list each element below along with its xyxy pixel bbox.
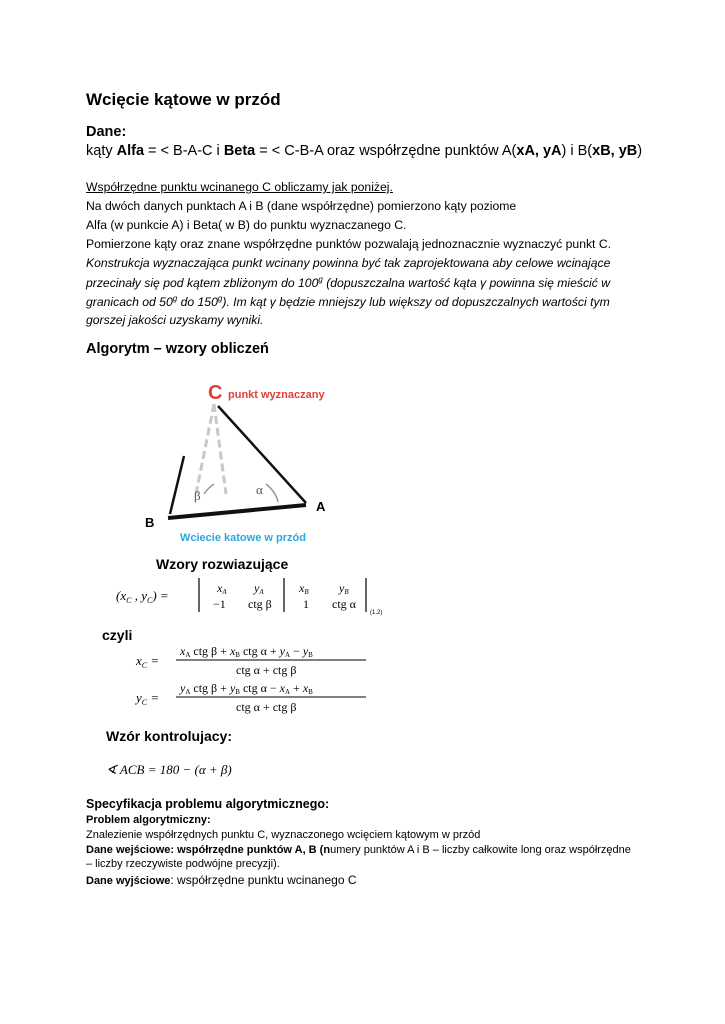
input-line-2: – liczby rzeczywiste podwójne precyzji).: [86, 858, 280, 870]
output-line: Dane wyjściowe: współrzędne punktu wcinanego C: [86, 873, 357, 887]
czyli-label: czyli: [102, 627, 133, 643]
control-heading: Wzór kontrolujacy:: [106, 728, 233, 744]
matrix-one: 1: [303, 597, 309, 611]
matrix-minus-one: −1: [213, 597, 226, 611]
figure-caption: Wciecie katowe w przód: [180, 532, 306, 544]
matrix-xa: xA: [217, 581, 227, 596]
label-a: A: [316, 499, 326, 514]
dashed-line-c-a: [214, 404, 226, 494]
xc-numerator: xA ctg β + xB ctg α + yA − yB: [180, 644, 313, 659]
xc-denominator: ctg α + ctg β: [236, 663, 297, 677]
formulas-heading: Wzory rozwiazujące: [156, 556, 289, 572]
label-b: B: [145, 515, 155, 530]
para-line-4: Pomierzone kąty oraz znane współrzędne punktów pozwalają jednoznacznie wyznaczyć punkt C.: [86, 237, 612, 251]
base-line-b-a: [168, 505, 306, 518]
para-line-2: Na dwóch danych punktach A i B (dane współrzędne) pomierzono kąty poziome: [86, 199, 517, 213]
matrix-ya: yA: [254, 581, 264, 596]
beta-arc: [204, 484, 214, 494]
xc-lhs: $x_C$ =: [136, 653, 160, 670]
dane-line: kąty Alfa = < B-A-C i Beta = < C-B-A oraz współrzędne punktów A(xA, yA) i B(xB, yB): [86, 143, 643, 159]
italic-line-2: przecinały się pod kątem zbliżonym do 100$^g$ (dopuszczalna wartość kąta γ powinna się mieścić w: [86, 275, 611, 291]
problem-text: Znalezienie współrzędnych punktu C, wyznaczonego wcięciem kątowym w przód: [86, 829, 481, 841]
control-formula: ∢ ACB = 180 − (α + β): [106, 762, 232, 777]
page-title: Wcięcie kątowe w przód: [86, 90, 281, 109]
label-c-caption: punkt wyznaczany: [228, 389, 325, 401]
matrix-xb: xB: [299, 581, 309, 596]
input-line: Dane wejściowe: współrzędne punktów A, B (numery punktów A i B – liczby całkowite long oraz współrzędne: [86, 844, 631, 856]
lhs-xc-yc: ($x_C$ , $y_C$) =: [116, 588, 169, 605]
italic-line-1: Konstrukcja wyznaczająca punkt wcinany powinna być tak zaprojektowana aby celowe wcinające: [86, 256, 611, 270]
dane-heading: Dane:: [86, 124, 127, 140]
italic-line-3: granicach od 50$^g$ do 150$^g$). Im kąt γ będzie mniejszy lub większy od dopuszczalnych wartości tym: [86, 294, 610, 310]
italic-line-4: gorszej jakości uzyskamy wyniki.: [86, 313, 264, 327]
line-b-beta: [170, 456, 184, 514]
matrix-yb: yB: [339, 581, 349, 596]
yc-numerator: yA ctg β + yB ctg α − xA + xB: [180, 681, 313, 696]
alpha-arc: [266, 484, 278, 502]
beta-symbol: β: [194, 488, 201, 503]
matrix-ctg-beta: ctg β: [248, 597, 272, 611]
spec-heading: Specyfikacja problemu algorytmicznego:: [86, 797, 330, 811]
matrix-ctg-alpha: ctg α: [332, 597, 356, 611]
algorithm-heading: Algorytm – wzory obliczeń: [86, 341, 269, 357]
label-c: C: [208, 382, 223, 404]
problem-label: Problem algorytmiczny:: [86, 814, 211, 826]
dashed-line-c-b: [196, 404, 214, 494]
yc-denominator: ctg α + ctg β: [236, 700, 297, 714]
equation-ref: (1.2): [370, 610, 383, 616]
para-line-3: Alfa (w punkcie A) i Beta( w B) do punktu wyznaczanego C.: [86, 218, 407, 232]
alpha-symbol: α: [256, 482, 263, 497]
intro-underlined: Współrzędne punktu wcinanego C obliczamy jak poniżej.: [86, 180, 393, 194]
yc-lhs: $y_C$ =: [136, 690, 160, 707]
intersection-figure: [96, 376, 396, 786]
